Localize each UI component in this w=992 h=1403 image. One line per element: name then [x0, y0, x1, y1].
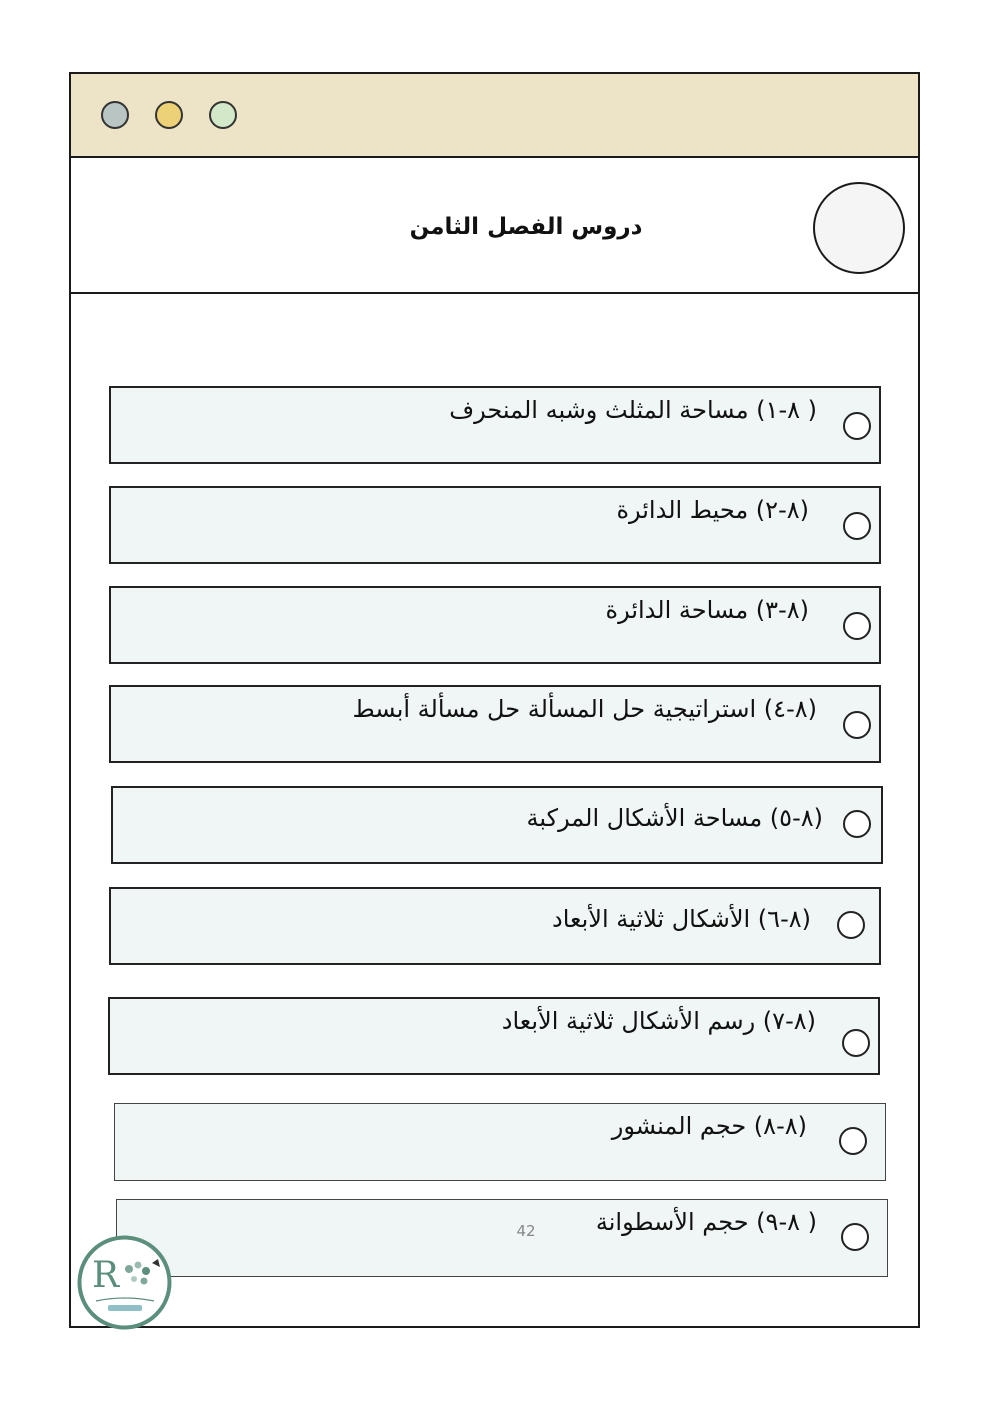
- lesson-item-3[interactable]: [109, 586, 881, 664]
- lesson-radio-button[interactable]: [841, 1223, 869, 1251]
- lesson-label: (٨-٣) مساحة الدائرة: [605, 596, 809, 624]
- logo-letter: R: [92, 1255, 120, 1296]
- lesson-item-8[interactable]: [114, 1103, 886, 1181]
- lesson-item-6[interactable]: [109, 887, 881, 965]
- page-title: دروس الفصل الثامن: [409, 214, 643, 240]
- lesson-label: (٨-٤) استراتيجية حل المسألة حل مسألة أبسط: [352, 695, 817, 723]
- window-control-green-dot[interactable]: [209, 101, 237, 129]
- lesson-radio-button[interactable]: [843, 512, 871, 540]
- lesson-radio-button[interactable]: [843, 810, 871, 838]
- window-control-yellow-dot[interactable]: [155, 101, 183, 129]
- page-number: 42: [516, 1222, 536, 1240]
- lesson-radio-button[interactable]: [843, 711, 871, 739]
- lesson-radio-button[interactable]: [843, 612, 871, 640]
- publisher-logo: [74, 1235, 175, 1330]
- avatar: [813, 182, 905, 274]
- lesson-item-4[interactable]: [109, 685, 881, 763]
- lesson-label: (٨-٧) رسم الأشكال ثلاثية الأبعاد: [501, 1007, 816, 1035]
- lesson-radio-button[interactable]: [842, 1029, 870, 1057]
- window-control-gray-dot[interactable]: [101, 101, 129, 129]
- lesson-label: (٨-٥) مساحة الأشكال المركبة: [526, 804, 823, 832]
- lesson-radio-button[interactable]: [839, 1127, 867, 1155]
- lesson-item-5[interactable]: [111, 786, 883, 864]
- lesson-label: (٨-٦) الأشكال ثلاثية الأبعاد: [552, 905, 811, 933]
- page-header: [71, 158, 918, 294]
- lesson-radio-button[interactable]: [843, 412, 871, 440]
- lesson-item-7[interactable]: [108, 997, 880, 1075]
- title-bar: [71, 74, 918, 158]
- lesson-label: (٨-٨) حجم المنشور: [611, 1112, 807, 1140]
- lesson-item-2[interactable]: [109, 486, 881, 564]
- lesson-label: ( ٨-٩) حجم الأسطوانة: [595, 1208, 817, 1236]
- lesson-item-1[interactable]: [109, 386, 881, 464]
- lesson-radio-button[interactable]: [837, 911, 865, 939]
- lesson-label: ( ٨-١) مساحة المثلث وشبه المنحرف: [449, 396, 817, 424]
- lesson-label: (٨-٢) محيط الدائرة: [616, 496, 809, 524]
